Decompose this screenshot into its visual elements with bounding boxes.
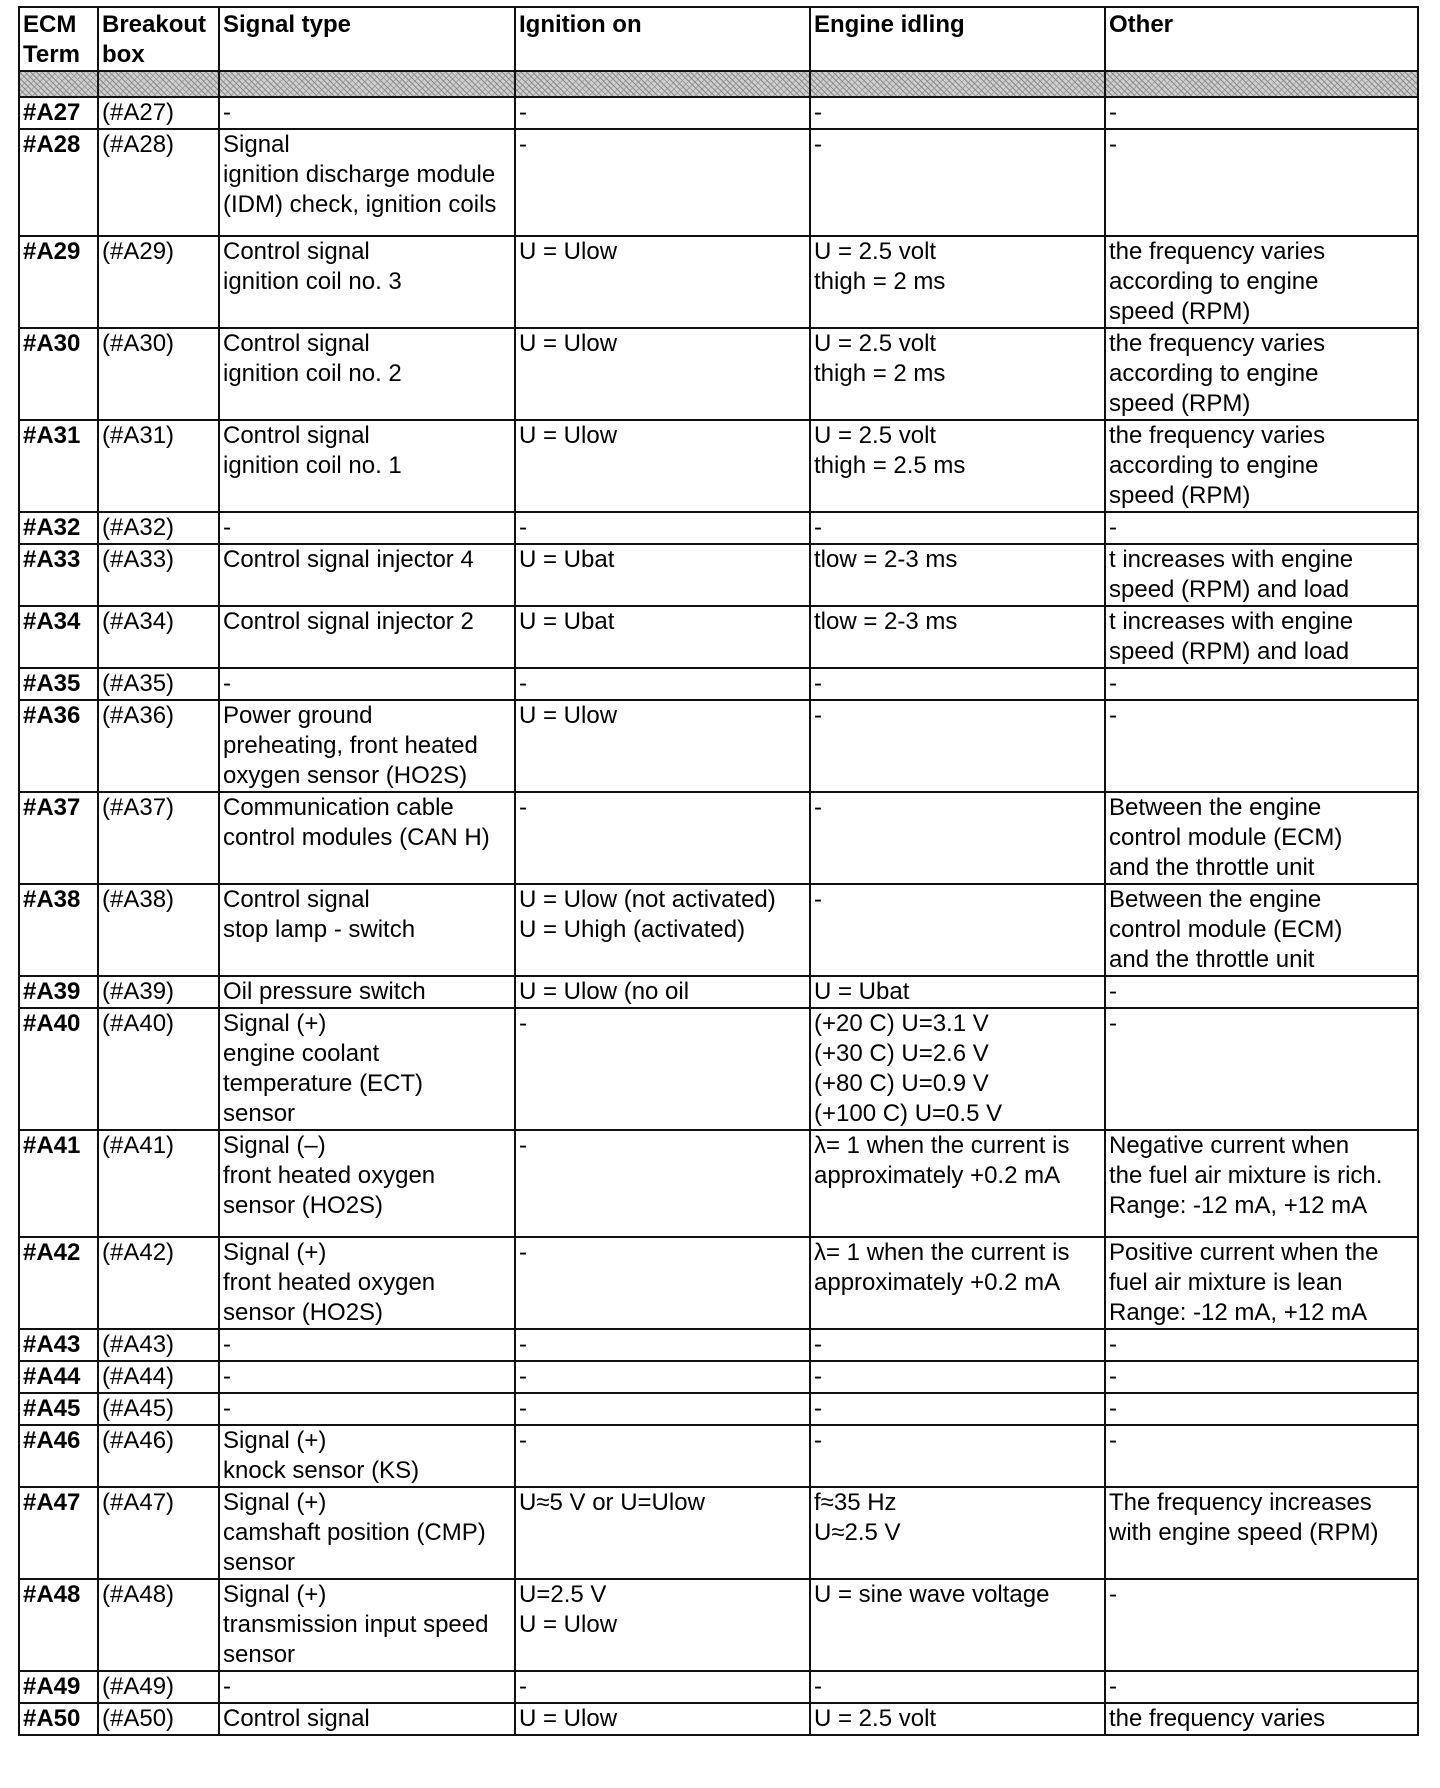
engine-idling-cell: - xyxy=(810,97,1105,129)
engine-idling-cell: - xyxy=(810,1425,1105,1487)
ecm-term-cell: #A41 xyxy=(19,1130,98,1237)
signal-type-cell: Signal (+) transmission input speed sensor xyxy=(219,1579,515,1671)
engine-idling-cell: - xyxy=(810,512,1105,544)
table-row xyxy=(19,129,1418,236)
other-cell: - xyxy=(1105,97,1418,129)
engine-idling-cell: - xyxy=(810,668,1105,700)
breakout-box-cell: (#A43) xyxy=(98,1329,219,1361)
header-ignition-on: Ignition on xyxy=(515,7,810,71)
ignition-on-cell: - xyxy=(515,792,810,884)
breakout-box-cell: (#A40) xyxy=(98,1008,219,1130)
signal-type-cell: Signal (+) engine coolant temperature (ECT) sensor xyxy=(219,1008,515,1130)
other-cell: t increases with engine speed (RPM) and load xyxy=(1105,544,1418,606)
ecm-terminal-table xyxy=(18,6,1419,1736)
signal-type-cell: Control signal ignition coil no. 3 xyxy=(219,236,515,328)
ignition-on-cell: - xyxy=(515,1361,810,1393)
signal-type-cell: Signal (+) front heated oxygen sensor (HO2S) xyxy=(219,1237,515,1329)
ecm-term-cell: #A45 xyxy=(19,1393,98,1425)
engine-idling-cell: - xyxy=(810,1671,1105,1703)
breakout-box-cell: (#A33) xyxy=(98,544,219,606)
ecm-term-cell: #A27 xyxy=(19,97,98,129)
table-row xyxy=(19,1008,1418,1130)
ecm-term-cell: #A28 xyxy=(19,129,98,236)
ignition-on-cell: U = Ulow (not activated) U = Uhigh (activated) xyxy=(515,884,810,976)
ignition-on-cell: - xyxy=(515,1329,810,1361)
engine-idling-cell: tlow = 2-3 ms xyxy=(810,544,1105,606)
other-cell: the frequency varies according to engine speed (RPM) xyxy=(1105,420,1418,512)
other-cell: Negative current when the fuel air mixture is rich. Range: -12 mA, +12 mA xyxy=(1105,1130,1418,1237)
header-signal-type: Signal type xyxy=(219,7,515,71)
table-row xyxy=(19,1361,1418,1393)
breakout-box-cell: (#A45) xyxy=(98,1393,219,1425)
engine-idling-cell: U = 2.5 volt thigh = 2 ms xyxy=(810,328,1105,420)
signal-type-cell: - xyxy=(219,512,515,544)
engine-idling-cell: U = 2.5 volt xyxy=(810,1703,1105,1735)
other-cell: t increases with engine speed (RPM) and load xyxy=(1105,606,1418,668)
breakout-box-cell: (#A31) xyxy=(98,420,219,512)
ecm-term-cell: #A34 xyxy=(19,606,98,668)
ignition-on-cell: - xyxy=(515,512,810,544)
ecm-term-cell: #A36 xyxy=(19,700,98,792)
shaded-cell xyxy=(515,71,810,97)
other-cell: Between the engine control module (ECM) and the throttle unit xyxy=(1105,884,1418,976)
engine-idling-cell: - xyxy=(810,884,1105,976)
signal-type-cell: - xyxy=(219,1393,515,1425)
table-row xyxy=(19,512,1418,544)
signal-type-cell: - xyxy=(219,1329,515,1361)
engine-idling-cell: - xyxy=(810,792,1105,884)
table-row xyxy=(19,792,1418,884)
breakout-box-cell: (#A41) xyxy=(98,1130,219,1237)
breakout-box-cell: (#A38) xyxy=(98,884,219,976)
signal-type-cell: Control signal injector 4 xyxy=(219,544,515,606)
signal-type-cell: - xyxy=(219,668,515,700)
ignition-on-cell: U = Ulow (no oil xyxy=(515,976,810,1008)
breakout-box-cell: (#A48) xyxy=(98,1579,219,1671)
ignition-on-cell: U≈5 V or U=Ulow xyxy=(515,1487,810,1579)
other-cell: Positive current when the fuel air mixture is lean Range: -12 mA, +12 mA xyxy=(1105,1237,1418,1329)
engine-idling-cell: - xyxy=(810,129,1105,236)
ignition-on-cell: - xyxy=(515,1425,810,1487)
signal-type-cell: - xyxy=(219,1671,515,1703)
table-row xyxy=(19,97,1418,129)
header-engine-idling: Engine idling xyxy=(810,7,1105,71)
table-row xyxy=(19,544,1418,606)
breakout-box-cell: (#A44) xyxy=(98,1361,219,1393)
signal-type-cell: Signal (+) camshaft position (CMP) sensor xyxy=(219,1487,515,1579)
table-row xyxy=(19,1703,1418,1735)
ecm-terminal-table-page xyxy=(18,6,1417,1736)
ignition-on-cell: - xyxy=(515,129,810,236)
table-row xyxy=(19,606,1418,668)
ecm-term-cell: #A43 xyxy=(19,1329,98,1361)
ecm-term-cell: #A48 xyxy=(19,1579,98,1671)
breakout-box-cell: (#A50) xyxy=(98,1703,219,1735)
ecm-term-cell: #A33 xyxy=(19,544,98,606)
signal-type-cell: Signal (+) knock sensor (KS) xyxy=(219,1425,515,1487)
header-ecm-term: ECM Term xyxy=(19,7,98,71)
ignition-on-cell: U = Ulow xyxy=(515,420,810,512)
ignition-on-cell: U = Ulow xyxy=(515,1703,810,1735)
table-body xyxy=(19,97,1418,1735)
table-row xyxy=(19,1487,1418,1579)
ignition-on-cell: U = Ulow xyxy=(515,328,810,420)
ignition-on-cell: - xyxy=(515,97,810,129)
table-row xyxy=(19,668,1418,700)
other-cell: - xyxy=(1105,129,1418,236)
breakout-box-cell: (#A42) xyxy=(98,1237,219,1329)
signal-type-cell: Communication cable control modules (CAN H) xyxy=(219,792,515,884)
engine-idling-cell: tlow = 2-3 ms xyxy=(810,606,1105,668)
ecm-term-cell: #A47 xyxy=(19,1487,98,1579)
other-cell: the frequency varies according to engine speed (RPM) xyxy=(1105,328,1418,420)
other-cell: - xyxy=(1105,1579,1418,1671)
table-row xyxy=(19,1329,1418,1361)
ignition-on-cell: U = Ubat xyxy=(515,606,810,668)
ecm-term-cell: #A42 xyxy=(19,1237,98,1329)
ecm-term-cell: #A44 xyxy=(19,1361,98,1393)
ignition-on-cell: U = Ulow xyxy=(515,700,810,792)
breakout-box-cell: (#A37) xyxy=(98,792,219,884)
other-cell: Between the engine control module (ECM) and the throttle unit xyxy=(1105,792,1418,884)
signal-type-cell: Signal (–) front heated oxygen sensor (HO2S) xyxy=(219,1130,515,1237)
table-row xyxy=(19,420,1418,512)
other-cell: the frequency varies according to engine speed (RPM) xyxy=(1105,236,1418,328)
ignition-on-cell: - xyxy=(515,1393,810,1425)
breakout-box-cell: (#A49) xyxy=(98,1671,219,1703)
shaded-cell xyxy=(219,71,515,97)
shaded-cell xyxy=(1105,71,1418,97)
shaded-cell xyxy=(810,71,1105,97)
signal-type-cell: - xyxy=(219,1361,515,1393)
ecm-term-cell: #A35 xyxy=(19,668,98,700)
table-row xyxy=(19,884,1418,976)
ignition-on-cell: - xyxy=(515,668,810,700)
other-cell: the frequency varies xyxy=(1105,1703,1418,1735)
ignition-on-cell: U=2.5 V U = Ulow xyxy=(515,1579,810,1671)
breakout-box-cell: (#A34) xyxy=(98,606,219,668)
engine-idling-cell: - xyxy=(810,1393,1105,1425)
ecm-term-cell: #A38 xyxy=(19,884,98,976)
table-row xyxy=(19,1671,1418,1703)
ecm-term-cell: #A39 xyxy=(19,976,98,1008)
ecm-term-cell: #A46 xyxy=(19,1425,98,1487)
ecm-term-cell: #A49 xyxy=(19,1671,98,1703)
signal-type-cell: Signal ignition discharge module (IDM) check, ignition coils xyxy=(219,129,515,236)
breakout-box-cell: (#A46) xyxy=(98,1425,219,1487)
shaded-cell xyxy=(19,71,98,97)
engine-idling-cell: f≈35 Hz U≈2.5 V xyxy=(810,1487,1105,1579)
engine-idling-cell: λ= 1 when the current is approximately +0.2 mA xyxy=(810,1130,1105,1237)
other-cell: - xyxy=(1105,1361,1418,1393)
engine-idling-cell: U = 2.5 volt thigh = 2.5 ms xyxy=(810,420,1105,512)
signal-type-cell: Power ground preheating, front heated oxygen sensor (HO2S) xyxy=(219,700,515,792)
table-row xyxy=(19,1130,1418,1237)
breakout-box-cell: (#A32) xyxy=(98,512,219,544)
signal-type-cell: Control signal xyxy=(219,1703,515,1735)
breakout-box-cell: (#A30) xyxy=(98,328,219,420)
signal-type-cell: Control signal stop lamp - switch xyxy=(219,884,515,976)
table-row xyxy=(19,700,1418,792)
table-row xyxy=(19,1237,1418,1329)
shaded-separator-row xyxy=(19,71,1418,97)
other-cell: - xyxy=(1105,700,1418,792)
signal-type-cell: Control signal ignition coil no. 1 xyxy=(219,420,515,512)
ecm-term-cell: #A29 xyxy=(19,236,98,328)
ignition-on-cell: - xyxy=(515,1130,810,1237)
ecm-term-cell: #A31 xyxy=(19,420,98,512)
breakout-box-cell: (#A28) xyxy=(98,129,219,236)
other-cell: The frequency increases with engine speed (RPM) xyxy=(1105,1487,1418,1579)
engine-idling-cell: - xyxy=(810,1361,1105,1393)
breakout-box-cell: (#A47) xyxy=(98,1487,219,1579)
header-breakout-box: Breakout box xyxy=(98,7,219,71)
engine-idling-cell: - xyxy=(810,1329,1105,1361)
engine-idling-cell: λ= 1 when the current is approximately +0.2 mA xyxy=(810,1237,1105,1329)
breakout-box-cell: (#A29) xyxy=(98,236,219,328)
signal-type-cell: - xyxy=(219,97,515,129)
other-cell: - xyxy=(1105,1671,1418,1703)
engine-idling-cell: - xyxy=(810,700,1105,792)
ecm-term-cell: #A50 xyxy=(19,1703,98,1735)
engine-idling-cell: U = sine wave voltage xyxy=(810,1579,1105,1671)
ignition-on-cell: - xyxy=(515,1237,810,1329)
table-row xyxy=(19,1393,1418,1425)
table-row xyxy=(19,1425,1418,1487)
breakout-box-cell: (#A27) xyxy=(98,97,219,129)
ecm-term-cell: #A30 xyxy=(19,328,98,420)
ecm-term-cell: #A37 xyxy=(19,792,98,884)
engine-idling-cell: U = Ubat xyxy=(810,976,1105,1008)
ecm-term-cell: #A32 xyxy=(19,512,98,544)
ignition-on-cell: - xyxy=(515,1008,810,1130)
table-row xyxy=(19,328,1418,420)
ecm-term-cell: #A40 xyxy=(19,1008,98,1130)
ignition-on-cell: U = Ulow xyxy=(515,236,810,328)
other-cell: - xyxy=(1105,1008,1418,1130)
ignition-on-cell: - xyxy=(515,1671,810,1703)
engine-idling-cell: (+20 C) U=3.1 V (+30 C) U=2.6 V (+80 C) U=0.9 V (+100 C) U=0.5 V xyxy=(810,1008,1105,1130)
other-cell: - xyxy=(1105,976,1418,1008)
other-cell: - xyxy=(1105,1425,1418,1487)
other-cell: - xyxy=(1105,668,1418,700)
ignition-on-cell: U = Ubat xyxy=(515,544,810,606)
table-row xyxy=(19,976,1418,1008)
signal-type-cell: Oil pressure switch xyxy=(219,976,515,1008)
signal-type-cell: Control signal ignition coil no. 2 xyxy=(219,328,515,420)
shaded-cell xyxy=(98,71,219,97)
header-other: Other xyxy=(1105,7,1418,71)
breakout-box-cell: (#A36) xyxy=(98,700,219,792)
other-cell: - xyxy=(1105,1329,1418,1361)
table-row xyxy=(19,1579,1418,1671)
other-cell: - xyxy=(1105,1393,1418,1425)
engine-idling-cell: U = 2.5 volt thigh = 2 ms xyxy=(810,236,1105,328)
signal-type-cell: Control signal injector 2 xyxy=(219,606,515,668)
breakout-box-cell: (#A39) xyxy=(98,976,219,1008)
header-row xyxy=(19,7,1418,71)
breakout-box-cell: (#A35) xyxy=(98,668,219,700)
table-row xyxy=(19,236,1418,328)
other-cell: - xyxy=(1105,512,1418,544)
